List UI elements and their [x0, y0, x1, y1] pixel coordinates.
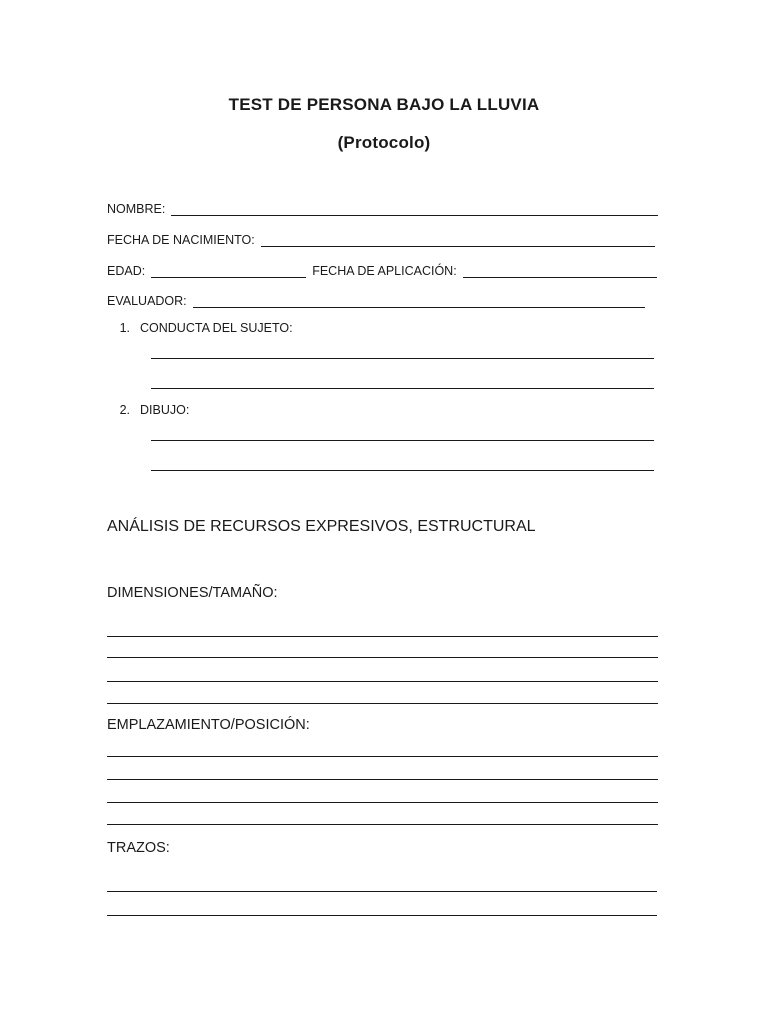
fecha-aplicacion-field[interactable] — [463, 263, 657, 278]
conducta-label: CONDUCTA DEL SUJETO: — [140, 321, 293, 335]
analysis-heading: ANÁLISIS DE RECURSOS EXPRESIVOS, ESTRUCTURAL — [107, 518, 536, 535]
emplazamiento-line-4[interactable] — [107, 824, 658, 825]
fecha-nacimiento-label: FECHA DE NACIMIENTO: — [107, 233, 255, 247]
conducta-line-2[interactable] — [151, 388, 654, 389]
emplazamiento-line-3[interactable] — [107, 802, 658, 803]
document-subtitle: (Protocolo) — [337, 133, 431, 152]
dibujo-label: DIBUJO: — [140, 403, 190, 417]
document-title: TEST DE PERSONA BAJO LA LLUVIA — [228, 95, 540, 114]
nombre-field[interactable] — [171, 201, 658, 216]
dimensiones-label: DIMENSIONES/TAMAÑO: — [107, 585, 278, 601]
trazos-label: TRAZOS: — [107, 840, 170, 856]
edad-field[interactable] — [151, 263, 306, 278]
dimensiones-line-2[interactable] — [107, 657, 658, 658]
evaluador-field[interactable] — [193, 293, 645, 308]
fecha-aplicacion-label: FECHA DE APLICACIÓN: — [312, 264, 457, 278]
emplazamiento-line-2[interactable] — [107, 779, 658, 780]
list-item-conducta — [107, 321, 293, 335]
evaluador-row — [107, 290, 645, 308]
emplazamiento-line-1[interactable] — [107, 756, 658, 757]
dimensiones-line-1[interactable] — [107, 636, 658, 637]
trazos-line-1[interactable] — [107, 891, 657, 892]
nombre-row — [107, 198, 658, 216]
fecha-nacimiento-row — [107, 229, 655, 247]
emplazamiento-label: EMPLAZAMIENTO/POSICIÓN: — [107, 717, 310, 733]
dimensiones-line-4[interactable] — [107, 703, 658, 704]
dibujo-line-1[interactable] — [151, 440, 654, 441]
list-number: 1. — [119, 321, 130, 335]
list-item-dibujo — [107, 403, 189, 417]
fecha-nacimiento-field[interactable] — [261, 232, 655, 247]
edad-label: EDAD: — [107, 264, 146, 278]
trazos-line-2[interactable] — [107, 915, 657, 916]
conducta-line-1[interactable] — [151, 358, 654, 359]
edad-row — [107, 260, 657, 278]
nombre-label: NOMBRE: — [107, 202, 166, 216]
evaluador-label: EVALUADOR: — [107, 294, 187, 308]
list-number: 2. — [119, 403, 130, 417]
dibujo-line-2[interactable] — [151, 470, 654, 471]
dimensiones-line-3[interactable] — [107, 681, 658, 682]
